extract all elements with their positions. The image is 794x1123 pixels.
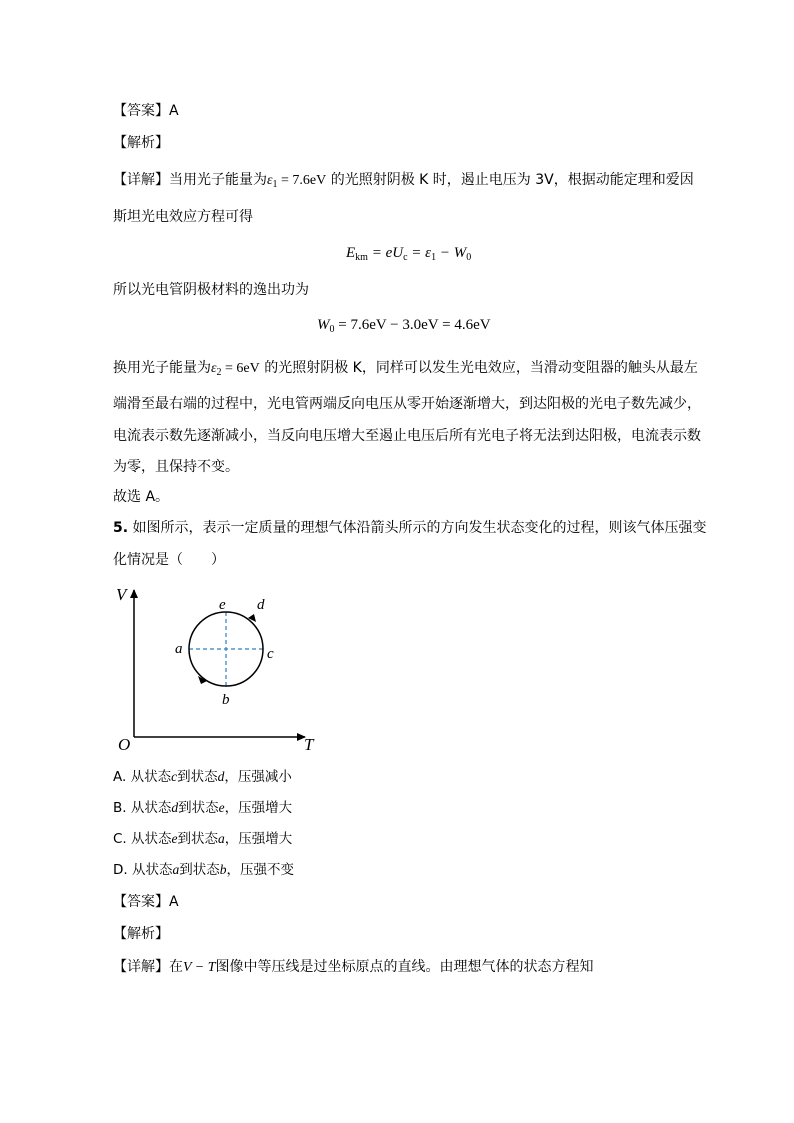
detail-label: 【详解】	[113, 959, 169, 975]
point-label-c: c	[267, 646, 274, 662]
origin-label: O	[118, 735, 131, 752]
question-5-line-2: 化情况是（ ）	[113, 552, 225, 568]
detail-paragraph-1-line-1: 【详解】当用光子能量为$\varepsilon_1 = 7.6eV$ 的光照射阴极 K 时，遏止电压为 3V，根据动能定理和爱因	[113, 172, 694, 190]
answer-line-2	[113, 892, 179, 912]
answer-label: 【答案】	[113, 894, 169, 910]
analysis-label-1: 【解析】	[113, 135, 169, 151]
point-label-b: b	[222, 692, 230, 708]
answer-label: 【答案】	[113, 103, 169, 119]
option-d[interactable]: D. 从状态a到状态b，压强不变	[113, 862, 294, 878]
question-number: 5.	[113, 520, 129, 536]
answer-value: A	[169, 103, 179, 119]
equation-photoelectric: $E_{km} = eU_c = \varepsilon_1 - W_0$	[346, 245, 472, 263]
point-label-a: a	[175, 641, 183, 657]
question-5-line-1: 5. 如图所示，表示一定质量的理想气体沿箭头所示的方向发生状态变化的过程，则该气体压强变	[113, 520, 707, 536]
option-c[interactable]: C. 从状态e到状态a，压强增大	[113, 831, 293, 847]
conclusion-line: 故选 A。	[113, 489, 170, 505]
detail-paragraph-2: 【详解】在V − T图像中等压线是过坐标原点的直线。由理想气体的状态方程知	[113, 959, 594, 975]
point-label-d: d	[257, 597, 265, 613]
paragraph-3-line-3: 电流表示数先逐渐减小，当反向电压增大至遏止电压后所有光电子将无法到达阳极，电流表示数	[113, 428, 701, 444]
axis-label-t: T	[304, 735, 314, 752]
paragraph-3-line-1: 换用光子能量为$\varepsilon_2 = 6eV$ 的光照射阴极 K，同样可以发生光电效应，当滑动变阻器的触头从最左	[113, 360, 698, 378]
paragraph-3-line-2: 端滑至最右端的过程中，光电管两端反向电压从零开始逐渐增大，到达阳极的光电子数先减少，	[113, 396, 701, 412]
axis-label-v: V	[116, 585, 127, 604]
vt-diagram	[110, 582, 320, 752]
point-label-e: e	[219, 597, 226, 613]
detail-paragraph-1-line-2: 斯坦光电效应方程可得	[113, 209, 253, 225]
equation-work-function: $W_0 = 7.6eV - 3.0eV = 4.6eV$	[317, 317, 491, 335]
analysis-label-2: 【解析】	[113, 926, 169, 942]
paragraph-3-line-4: 为零，且保持不变。	[113, 459, 239, 475]
option-a[interactable]: A. 从状态c到状态d，压强减小	[113, 769, 292, 785]
option-b[interactable]: B. 从状态d到状态e，压强增大	[113, 800, 293, 816]
paragraph-work-function: 所以光电管阴极材料的逸出功为	[113, 282, 309, 298]
answer-line-1	[113, 101, 179, 121]
detail-label: 【详解】	[113, 172, 169, 188]
answer-value: A	[169, 894, 179, 910]
